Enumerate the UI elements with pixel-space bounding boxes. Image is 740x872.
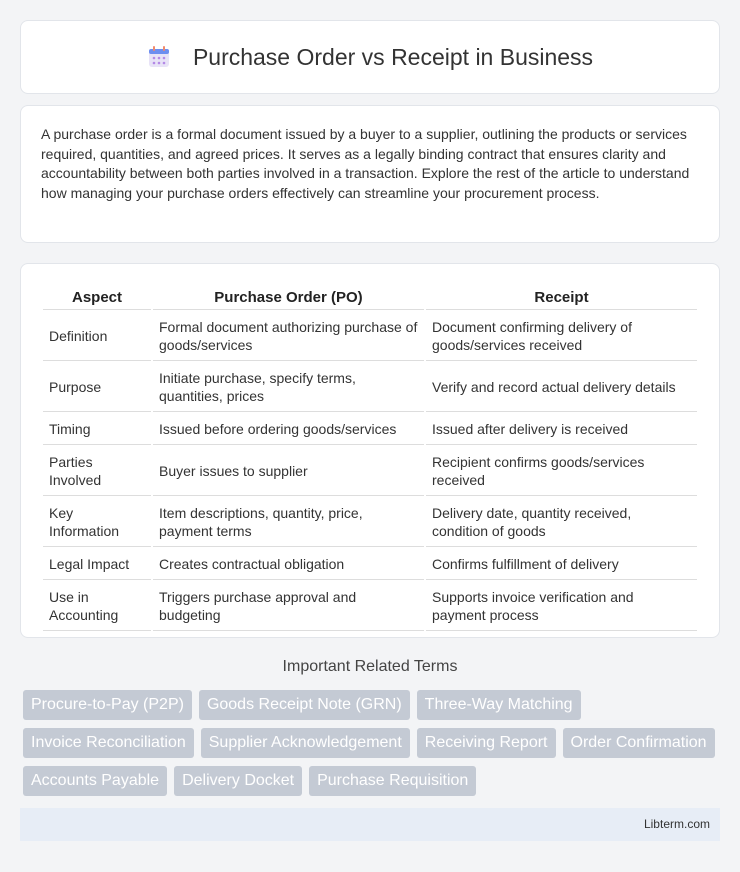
table-cell-receipt: Recipient confirms goods/services received bbox=[426, 447, 697, 496]
table-cell-aspect: Legal Impact bbox=[43, 549, 151, 580]
comparison-table-card bbox=[20, 263, 720, 638]
table-row bbox=[43, 582, 697, 631]
table-header-row bbox=[43, 286, 697, 310]
table-row bbox=[43, 498, 697, 547]
table-cell-receipt: Verify and record actual delivery details bbox=[426, 363, 697, 412]
related-term-tag[interactable]: Supplier Acknowledgement bbox=[201, 728, 410, 758]
table-cell-aspect: Definition bbox=[43, 312, 151, 361]
table-cell-receipt: Document confirming delivery of goods/services received bbox=[426, 312, 697, 361]
table-cell-receipt: Delivery date, quantity received, condition of goods bbox=[426, 498, 697, 547]
table-cell-aspect: Use in Accounting bbox=[43, 582, 151, 631]
table-cell-aspect: Parties Involved bbox=[43, 447, 151, 496]
table-cell-aspect: Timing bbox=[43, 414, 151, 445]
related-term-tag[interactable]: Three-Way Matching bbox=[417, 690, 581, 720]
related-term-tag[interactable]: Accounts Payable bbox=[23, 766, 167, 796]
comparison-table bbox=[41, 284, 699, 633]
footer-site-link[interactable]: Libterm.com bbox=[643, 817, 710, 831]
page-title: Purchase Order vs Receipt in Business bbox=[192, 43, 594, 70]
table-cell-po: Initiate purchase, specify terms, quantities, prices bbox=[153, 363, 424, 412]
related-term-tag[interactable]: Order Confirmation bbox=[563, 728, 715, 758]
table-cell-po: Creates contractual obligation bbox=[153, 549, 424, 580]
related-terms-title: Important Related Terms bbox=[282, 658, 458, 675]
table-cell-receipt: Confirms fulfillment of delivery bbox=[426, 549, 697, 580]
table-cell-po: Item descriptions, quantity, price, payment terms bbox=[153, 498, 424, 547]
table-cell-po: Buyer issues to supplier bbox=[153, 447, 424, 496]
related-term-tag[interactable]: Procure-to-Pay (P2P) bbox=[23, 690, 192, 720]
intro-card bbox=[20, 105, 720, 243]
intro-text: A purchase order is a formal document issued by a buyer to a supplier, outlining the products or services required, quantities, and agreed prices. It serves as a legally binding contract that ensures clarity and accountability between both parties involved in a transaction. Explore the rest of the article to understand how managing your purchase orders effectively can streamline your procurement process. bbox=[41, 126, 690, 201]
column-header-aspect: Aspect bbox=[43, 286, 151, 310]
table-row bbox=[43, 363, 697, 412]
table-cell-po: Triggers purchase approval and budgeting bbox=[153, 582, 424, 631]
table-row bbox=[43, 414, 697, 445]
header-card bbox=[20, 20, 720, 94]
footer bbox=[20, 808, 720, 841]
related-term-tag[interactable]: Delivery Docket bbox=[174, 766, 302, 796]
related-terms-list bbox=[23, 690, 723, 796]
related-term-tag[interactable]: Invoice Reconciliation bbox=[23, 728, 194, 758]
column-header-purchase-order: Purchase Order (PO) bbox=[153, 286, 424, 310]
table-row bbox=[43, 447, 697, 496]
table-cell-aspect: Purpose bbox=[43, 363, 151, 412]
related-term-tag[interactable]: Goods Receipt Note (GRN) bbox=[199, 690, 410, 720]
column-header-receipt: Receipt bbox=[426, 286, 697, 310]
table-cell-po: Issued before ordering goods/services bbox=[153, 414, 424, 445]
table-cell-receipt: Supports invoice verification and payment process bbox=[426, 582, 697, 631]
calendar-icon bbox=[147, 45, 171, 69]
table-row bbox=[43, 549, 697, 580]
table-cell-aspect: Key Information bbox=[43, 498, 151, 547]
related-term-tag[interactable]: Receiving Report bbox=[417, 728, 556, 758]
related-term-tag[interactable]: Purchase Requisition bbox=[309, 766, 476, 796]
table-cell-receipt: Issued after delivery is received bbox=[426, 414, 697, 445]
table-row bbox=[43, 312, 697, 361]
table-cell-po: Formal document authorizing purchase of goods/services bbox=[153, 312, 424, 361]
